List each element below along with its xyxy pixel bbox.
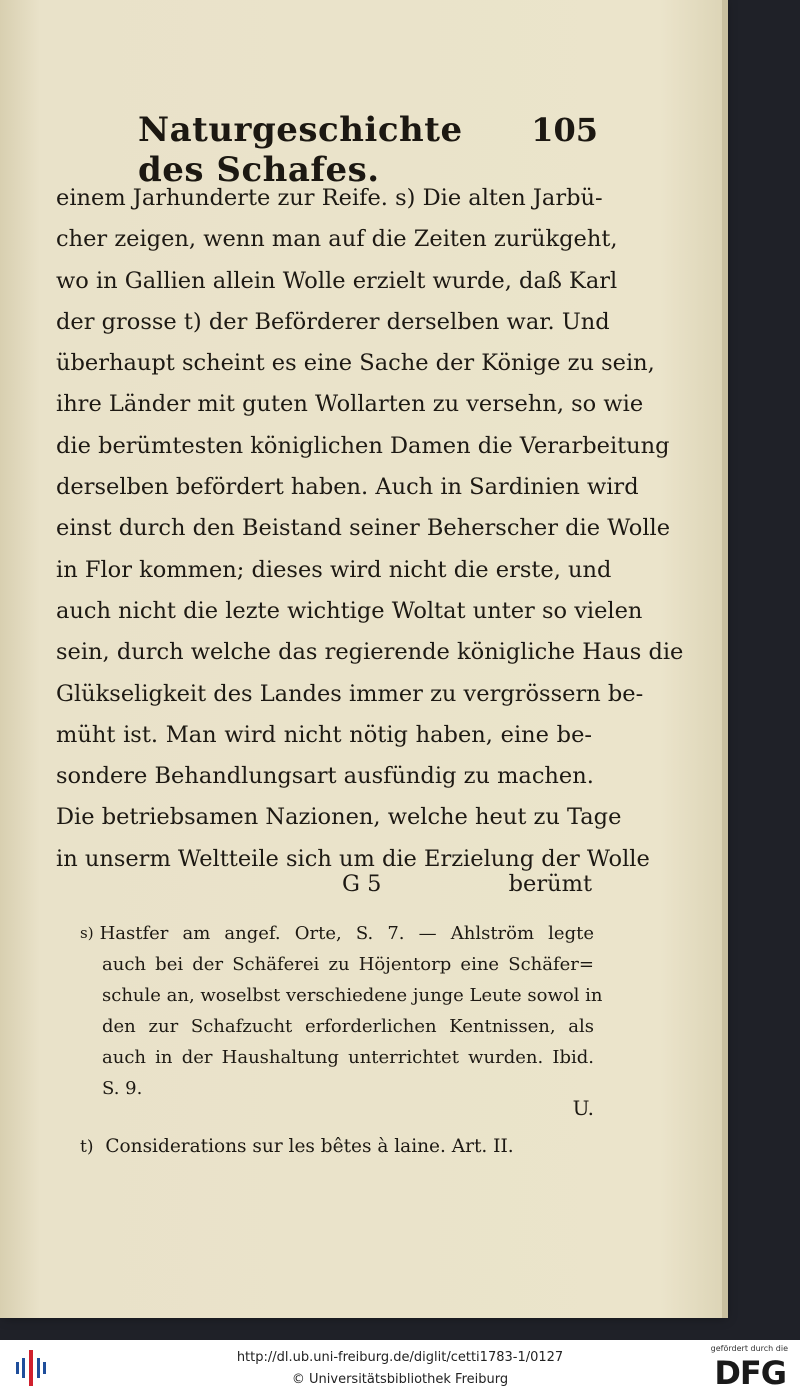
footnote-s <box>80 918 603 1104</box>
page-number: 105 <box>531 111 598 149</box>
footer-bar <box>0 1340 800 1398</box>
body-line: auch nicht die lezte wichtige Woltat unter so vielen <box>56 597 643 624</box>
body-line: in Flor kommen; dieses wird nicht die erste, und <box>56 556 612 583</box>
footnote-line <box>80 918 594 949</box>
body-line: die berümtesten königlichen Damen die Verarbeitung <box>56 432 670 459</box>
page-edge <box>722 0 728 1318</box>
dfg-logo[interactable]: DFG <box>714 1354 786 1392</box>
footnote-line: auch bei der Schäferei zu Höjentorp eine Schäfer= <box>102 954 594 975</box>
body-text <box>56 178 684 880</box>
body-line: derselben befördert haben. Auch in Sardinien wird <box>56 474 639 501</box>
body-line: einem Jarhunderte zur Reife. s) Die alten Jarbü- <box>56 185 603 211</box>
catchword: berümt <box>508 871 592 897</box>
body-line: sondere Behandlungsart ausfündig zu machen. <box>56 763 594 790</box>
running-title: Naturgeschichte des Schafes. <box>138 110 463 190</box>
body-line: wo in Gallien allein Wolle erzielt wurde, daß Karl <box>56 267 618 294</box>
signature-mark: G 5 <box>342 871 382 897</box>
footnote-t <box>80 1136 594 1157</box>
body-line: in unserm Weltteile sich um die Erzielung der Wolle <box>56 845 650 872</box>
body-line: cher zeigen, wenn man auf die Zeiten zurükgeht, <box>56 226 618 253</box>
body-line: Glükseligkeit des Landes immer zu vergrössern be- <box>56 680 644 707</box>
funder-label: gefördert durch die <box>710 1344 788 1353</box>
footnote-line: den zur Schafzucht erforderlichen Kentnissen, als <box>102 1016 594 1037</box>
body-line: sein, durch welche das regierende königliche Haus die <box>56 639 684 666</box>
footnote-text: Considerations sur les bêtes à laine. Art. II. <box>105 1136 514 1157</box>
footnote-line: S. 9. <box>102 1078 143 1099</box>
copyright-credit: © Universitätsbibliothek Freiburg <box>291 1372 509 1387</box>
body-line: Die betriebsamen Nazionen, welche heut zu Tage <box>56 804 622 831</box>
footnote-marker: s) <box>80 924 94 942</box>
permalink-url[interactable]: http://dl.ub.uni-freiburg.de/diglit/cetti1783-1/0127 <box>236 1350 564 1365</box>
footnote-text: Hastfer am angef. Orte, S. 7. — Ahlström legte <box>99 923 594 944</box>
footnote-line: schule an, woselbst verschiedene junge Leute sowol in <box>102 985 603 1006</box>
body-line: überhaupt scheint es eine Sache der Könige zu sein, <box>56 350 655 377</box>
catchline <box>56 864 592 904</box>
body-line: einst durch den Beistand seiner Beherscher die Wolle <box>56 515 671 542</box>
body-line: ihre Länder mit guten Wollarten zu versehn, so wie <box>56 391 644 418</box>
footnote-catchword: U. <box>572 1096 594 1120</box>
body-line: müht ist. Man wird nicht nötig haben, eine be- <box>56 721 592 748</box>
footnote-marker: t) <box>80 1137 94 1157</box>
footnote-line: auch in der Haushaltung unterrichtet wurden. Ibid. <box>102 1047 594 1068</box>
body-line: der grosse t) der Beförderer derselben war. Und <box>56 308 610 335</box>
